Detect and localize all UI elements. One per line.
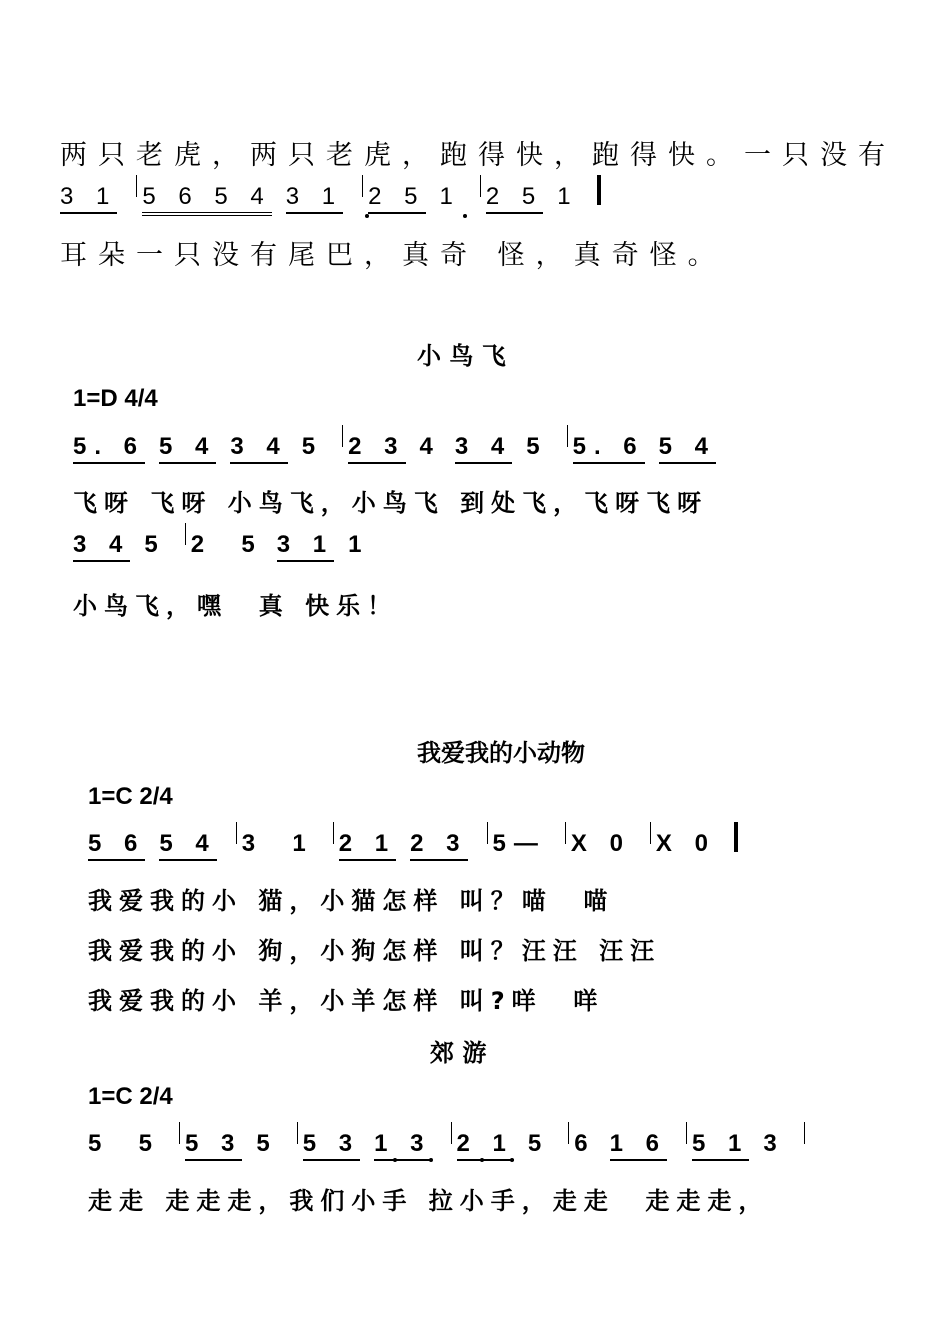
low-octave-dot — [480, 1158, 484, 1162]
low-octave-dot — [429, 1158, 433, 1162]
note-group: 5— — [492, 830, 546, 857]
song4-notation — [88, 1130, 810, 1161]
low-octave-dot — [510, 1158, 514, 1162]
song2-key-signature: 1=D 4/4 — [73, 385, 158, 412]
bar-line — [451, 1122, 452, 1144]
song3-lyric-line1: 我爱我的小 猫，小猫怎样 叫？喵 喵 — [88, 887, 615, 915]
note-group: 5 — [526, 433, 548, 460]
bar-line — [179, 1122, 180, 1144]
song4-key-signature: 1=C 2/4 — [88, 1083, 173, 1110]
note-group: 5 4 — [159, 830, 216, 861]
bar-line — [185, 523, 186, 545]
note-group: 4 — [419, 433, 441, 460]
bar-line — [686, 1122, 687, 1144]
note-group: 5. 6 — [73, 433, 145, 464]
note-group: 5 4 — [159, 433, 216, 464]
note-group: 3 4 — [73, 531, 130, 562]
note-group: 2 5 — [368, 183, 425, 214]
note-group: 2 5 — [190, 531, 263, 558]
note-group: 2 3 — [410, 830, 467, 861]
song2-notation-line1 — [73, 433, 730, 464]
bar-line — [804, 1122, 805, 1144]
song1-lyric-line2: 耳朵一只没有尾巴，真奇 怪，真奇怪。 — [60, 240, 726, 271]
song3-key-signature: 1=C 2/4 — [88, 783, 173, 810]
note-group: 5 — [301, 433, 324, 460]
song3-notation — [88, 830, 738, 861]
note-group: X 0 — [655, 830, 716, 857]
note-group: 5 3 — [185, 1130, 242, 1161]
note-group: 3 4 — [230, 433, 287, 464]
bar-line — [362, 175, 363, 197]
song1-lyric-line1: 两只老虎，两只老虎，跑得快，跑得快。一只没有 — [60, 140, 896, 171]
note-group: 3 1 — [277, 531, 334, 562]
note-group: X 0 — [570, 830, 631, 857]
low-octave-dot — [463, 214, 467, 218]
low-octave-dot — [393, 1158, 397, 1162]
note-group: 1 — [348, 531, 370, 558]
song2-lyric-line1: 飞呀 飞呀 小鸟飞，小鸟飞 到处飞，飞呀飞呀 — [73, 489, 709, 517]
note-group: 3 1 — [286, 183, 343, 214]
bar-line — [487, 822, 488, 844]
bar-line — [333, 822, 334, 844]
note-group: 2 1 — [457, 1130, 514, 1161]
note-group: 5 4 — [659, 433, 716, 464]
bar-line — [136, 175, 137, 197]
note-group: 1 — [439, 183, 461, 210]
bar-line — [297, 1122, 298, 1144]
note-group: 2 3 — [348, 433, 405, 464]
bar-line — [568, 1122, 569, 1144]
note-group: 1 6 — [610, 1130, 667, 1161]
note-group: 5 5 — [88, 1130, 161, 1157]
note-group: 5 6 5 4 — [142, 183, 271, 216]
note-group: 5 — [256, 1130, 278, 1157]
bar-line — [565, 822, 566, 844]
note-group: 3 1 — [60, 183, 117, 214]
bar-line — [650, 822, 651, 844]
bar-line — [480, 175, 481, 197]
song1-notation — [60, 183, 601, 216]
bar-line — [236, 822, 237, 844]
note-group: 1 3 — [374, 1130, 431, 1161]
song3-title: 我爱我的小动物 — [417, 739, 585, 767]
note-group: 3 4 — [455, 433, 512, 464]
note-group: 6 — [574, 1130, 596, 1157]
note-group: 5. 6 — [573, 433, 645, 464]
final-barline — [597, 175, 601, 205]
song2-title: 小 鸟 飞 — [417, 342, 506, 370]
song4-lyric: 走走 走走走，我们小手 拉小手，走走 走走走， — [88, 1187, 770, 1215]
note-group: 3 1 — [241, 830, 314, 857]
note-group: 5 6 — [88, 830, 145, 861]
bar-line — [567, 425, 568, 447]
note-group: 5 3 — [303, 1130, 360, 1161]
note-group: 3 — [763, 1130, 785, 1157]
song4-title: 郊 游 — [430, 1039, 487, 1067]
note-group: 5 — [144, 531, 166, 558]
song3-lyric-line2: 我爱我的小 狗，小狗怎样 叫？汪汪 汪汪 — [88, 937, 662, 965]
note-group: 2 1 — [339, 830, 396, 861]
note-group: 2 5 — [486, 183, 543, 214]
bar-line — [342, 425, 343, 447]
low-octave-dot — [365, 214, 369, 218]
note-group: 1 — [557, 183, 579, 210]
song2-notation-line2 — [73, 531, 384, 562]
note-group: 5 — [527, 1130, 550, 1157]
note-group: 5 1 — [692, 1130, 749, 1161]
song3-lyric-line3: 我爱我的小 羊，小羊怎样 叫?咩 咩 — [88, 987, 605, 1015]
final-barline — [734, 822, 738, 852]
song2-lyric-line2: 小鸟飞，嘿 真 快乐！ — [73, 592, 399, 620]
